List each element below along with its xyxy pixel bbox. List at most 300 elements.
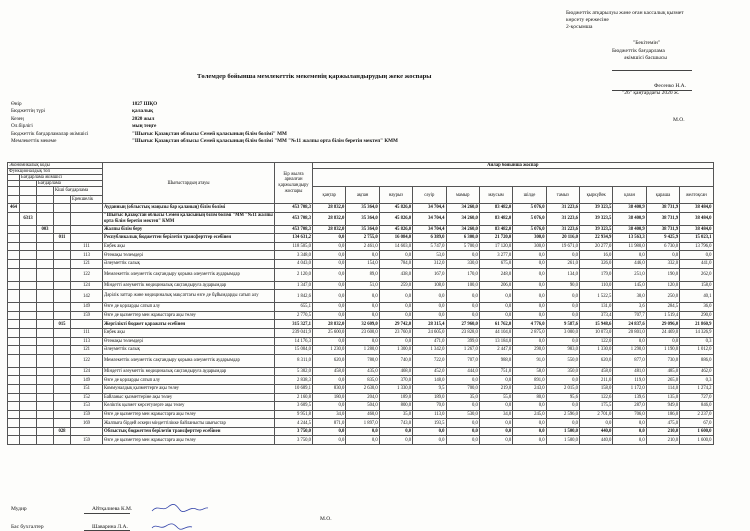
- month-value-cell: 620,0: [580, 354, 613, 367]
- table-row: [8, 225, 747, 234]
- table-row: [8, 303, 747, 312]
- month-value-cell: 620,0: [313, 354, 346, 367]
- header-subprogram: Кіші бағдарлама: [54, 187, 103, 196]
- meta-labels: [11, 101, 88, 145]
- code-cell: [71, 427, 103, 436]
- table-row: [8, 436, 747, 445]
- code-cell: 011: [54, 234, 71, 243]
- annual-total-cell: 239 041,9: [275, 328, 313, 337]
- approver-name: Фесенко Н.А.: [654, 83, 687, 89]
- month-value-cell: 446,0: [613, 259, 646, 268]
- document-title: Төлемдер бойынша мемлекеттік мекеменің қаржыландырудың жеке жоспары: [197, 73, 432, 80]
- month-value-cell: 0,0: [413, 303, 446, 312]
- code-cell: [54, 242, 71, 251]
- header-month-sep: қыркүйек: [580, 187, 613, 204]
- header-month-jan: қаңтар: [313, 187, 346, 204]
- code-cell: [71, 225, 103, 234]
- month-value-cell: 0,0: [513, 281, 546, 290]
- month-value-cell: 444,0: [446, 367, 479, 376]
- month-value-cell: 462,0: [680, 367, 713, 376]
- month-value-cell: 0,3: [680, 376, 713, 385]
- annual-total-cell: 14 176,3: [275, 337, 313, 346]
- month-value-cell: 34 260,0: [446, 204, 479, 213]
- month-value-cell: 1 280,0: [346, 346, 379, 355]
- month-value-cell: 0,3: [680, 337, 713, 346]
- month-value-cell: 14 603,0: [379, 242, 412, 251]
- code-cell: [37, 436, 54, 445]
- expense-name-cell: Жалпы білім беру: [103, 225, 275, 234]
- month-value-cell: 0,0: [546, 311, 579, 320]
- month-value-cell: 30,0: [613, 290, 646, 303]
- month-value-cell: 440,0: [580, 436, 613, 445]
- month-value-cell: 245,0: [513, 410, 546, 419]
- month-value-cell: 0,0: [346, 427, 379, 436]
- code-cell: [20, 225, 37, 234]
- code-cell: [20, 281, 37, 290]
- code-cell: 6313: [20, 212, 37, 225]
- code-cell: 159: [71, 410, 103, 419]
- month-value-cell: 1 190,0: [646, 346, 679, 355]
- month-value-cell: 262,0: [680, 268, 713, 281]
- month-value-cell: 0,0: [479, 376, 512, 385]
- header-month-jul: шілде: [513, 187, 546, 204]
- annual-total-cell: 9 951,8: [275, 410, 313, 419]
- expense-name-cell: Әлеуметтік салық: [103, 259, 275, 268]
- month-value-cell: 707,0: [446, 354, 479, 367]
- month-value-cell: 38 731,9: [646, 212, 679, 225]
- code-cell: 111: [71, 328, 103, 337]
- code-cell: [20, 320, 37, 329]
- month-value-cell: 481,0: [613, 367, 646, 376]
- month-value-cell: 2 701,0: [580, 410, 613, 419]
- month-value-cell: 28 832,0: [313, 204, 346, 213]
- month-value-cell: 0,0: [313, 337, 346, 346]
- code-cell: [54, 290, 71, 303]
- code-cell: 151: [71, 384, 103, 393]
- month-value-cell: 0,0: [379, 303, 412, 312]
- month-value-cell: 784,0: [379, 259, 412, 268]
- code-cell: [8, 242, 20, 251]
- month-value-cell: 95,6: [546, 393, 579, 402]
- month-value-cell: 287,0: [613, 402, 646, 411]
- month-value-cell: 0,0: [313, 290, 346, 303]
- month-value-cell: 0,0: [413, 427, 446, 436]
- table-row: [8, 419, 747, 428]
- month-value-cell: 871,0: [313, 419, 346, 428]
- meta-value-institution: "Шығыс Қазақстан облысы Семей қаласының білім бөлімі "ММ "№11 жалпы орта білім беретін мектеп" КММ: [132, 138, 398, 145]
- month-value-cell: 38 400,9: [613, 204, 646, 213]
- month-value-cell: 2 447,0: [479, 346, 512, 355]
- meta-value-period: 2020 жыл: [132, 115, 155, 122]
- code-cell: [20, 251, 37, 260]
- header-month-mar: наурыз: [379, 187, 412, 204]
- annual-total-cell: 15 004,0: [275, 346, 313, 355]
- month-value-cell: 45 826,0: [379, 204, 412, 213]
- code-cell: [37, 402, 54, 411]
- month-value-cell: 34 260,0: [446, 225, 479, 234]
- meta-value-budget-type: қалалық: [132, 108, 154, 115]
- table-row: [8, 320, 747, 329]
- expense-name-cell: Өзге де қорларды сатып алу: [103, 376, 275, 385]
- month-value-cell: 3 277,0: [479, 251, 512, 260]
- month-value-cell: 300,0: [513, 234, 546, 243]
- month-value-cell: 39 323,5: [580, 225, 613, 234]
- month-value-cell: 0,0: [546, 290, 579, 303]
- header-economic-codes: Экономикалық коды: [8, 163, 103, 169]
- code-cell: [37, 212, 54, 225]
- month-value-cell: 290,0: [680, 311, 713, 320]
- month-value-cell: 312,0: [413, 259, 446, 268]
- code-cell: [54, 367, 71, 376]
- accountant-name: Шаварина Л.А.: [92, 524, 128, 530]
- month-value-cell: 886,0: [680, 354, 713, 367]
- code-cell: [8, 212, 20, 225]
- month-value-cell: 0,0: [479, 419, 512, 428]
- code-cell: [20, 259, 37, 268]
- code-cell: 111: [71, 242, 103, 251]
- month-value-cell: 39 323,5: [580, 204, 613, 213]
- expense-name-cell: Өзге де қорларды сатып алу: [103, 303, 275, 312]
- code-cell: 159: [71, 311, 103, 320]
- code-cell: 028: [54, 427, 71, 436]
- annual-total-cell: 3 750,0: [275, 436, 313, 445]
- code-cell: [8, 393, 20, 402]
- code-cell: [54, 346, 71, 355]
- approval-seal-mark: М.О.: [673, 117, 685, 123]
- month-value-cell: 452,0: [413, 367, 446, 376]
- month-value-cell: 34 704,4: [413, 225, 446, 234]
- month-value-cell: 0,0: [313, 242, 346, 251]
- month-value-cell: 6 300,0: [446, 234, 479, 243]
- month-value-cell: 35,0: [446, 393, 479, 402]
- approver-role-line1: Бюджеттік бағдарлама: [612, 48, 665, 54]
- month-value-cell: 21 860,9: [680, 320, 713, 329]
- month-value-cell: 949,0: [646, 402, 679, 411]
- month-value-cell: 145,0: [613, 281, 646, 290]
- month-value-cell: 0,0: [413, 436, 446, 445]
- month-value-cell: 0,0: [313, 376, 346, 385]
- code-cell: 124: [71, 281, 103, 290]
- code-cell: [37, 367, 54, 376]
- month-value-cell: 0,0: [346, 251, 379, 260]
- month-value-cell: 219,0: [479, 384, 512, 393]
- month-value-cell: 0,0: [346, 436, 379, 445]
- table-row: [8, 393, 747, 402]
- month-value-cell: 3,6: [613, 303, 646, 312]
- month-value-cell: 1 330,0: [580, 346, 613, 355]
- code-cell: [37, 242, 54, 251]
- code-cell: [54, 402, 71, 411]
- month-value-cell: 706,0: [613, 410, 646, 419]
- month-value-cell: 300,0: [513, 242, 546, 251]
- code-cell: [54, 281, 71, 290]
- month-value-cell: 114,0: [646, 384, 679, 393]
- month-value-cell: 204,0: [346, 393, 379, 402]
- approval-rules-line3: 2-қосымша: [566, 24, 593, 30]
- month-value-cell: 83 482,0: [479, 225, 512, 234]
- header-month-nov: қараша: [646, 187, 679, 204]
- code-cell: [54, 204, 71, 213]
- code-cell: 124: [71, 367, 103, 376]
- month-value-cell: 0,0: [613, 436, 646, 445]
- header-month-may: мамыр: [446, 187, 479, 204]
- code-cell: [54, 303, 71, 312]
- month-value-cell: 0,0: [546, 337, 579, 346]
- header-functional-group: Функционалдық топ: [8, 169, 103, 175]
- month-value-cell: 891,0: [513, 376, 546, 385]
- month-value-cell: 1 230,0: [313, 346, 346, 355]
- month-value-cell: 210,0: [646, 436, 679, 445]
- month-value-cell: 6 389,0: [413, 234, 446, 243]
- month-value-cell: 1 300,0: [379, 346, 412, 355]
- code-cell: [54, 436, 71, 445]
- code-cell: [37, 328, 54, 337]
- meta-label-institution: Мемлекеттік мекеме: [11, 138, 57, 145]
- month-value-cell: 2 015,0: [546, 384, 579, 393]
- month-value-cell: 1 897,0: [346, 419, 379, 428]
- expense-name-cell: Дәрілік заттар және медициналық мақсаттағы өзге де бұйымдарды сатып алу: [103, 290, 275, 303]
- month-value-cell: 122,0: [580, 337, 613, 346]
- month-value-cell: 2 755,0: [346, 234, 379, 243]
- table-row: [8, 251, 747, 260]
- month-value-cell: 0,0: [346, 311, 379, 320]
- code-cell: [20, 402, 37, 411]
- month-value-cell: 158,0: [680, 281, 713, 290]
- month-value-cell: 250,0: [646, 290, 679, 303]
- code-cell: [71, 234, 103, 243]
- month-value-cell: 211,0: [580, 376, 613, 385]
- month-value-cell: 1 172,0: [613, 384, 646, 393]
- month-value-cell: 19 671,0: [546, 242, 579, 251]
- month-value-cell: 0,0: [413, 290, 446, 303]
- month-value-cell: 530,0: [446, 410, 479, 419]
- table-row: [8, 311, 747, 320]
- code-cell: [20, 376, 37, 385]
- month-value-cell: 0,0: [446, 303, 479, 312]
- month-value-cell: 0,0: [513, 427, 546, 436]
- month-value-cell: 265,0: [646, 376, 679, 385]
- code-cell: 464: [8, 204, 20, 213]
- month-value-cell: 0,0: [546, 376, 579, 385]
- code-cell: [8, 328, 20, 337]
- month-value-cell: 458,0: [580, 367, 613, 376]
- code-cell: [37, 303, 54, 312]
- code-cell: [37, 384, 54, 393]
- month-value-cell: 17 120,0: [479, 242, 512, 251]
- month-value-cell: 722,0: [413, 354, 446, 367]
- code-cell: [37, 259, 54, 268]
- code-cell: 152: [71, 393, 103, 402]
- code-cell: [20, 328, 37, 337]
- table-row: [8, 242, 747, 251]
- code-cell: [37, 251, 54, 260]
- month-value-cell: 1 290,0: [613, 346, 646, 355]
- month-value-cell: 13 184,0: [479, 337, 512, 346]
- month-value-cell: 5 700,0: [446, 242, 479, 251]
- month-value-cell: 179,0: [580, 268, 613, 281]
- footer-seal-mark: М.О.: [320, 516, 332, 522]
- month-value-cell: 28 832,0: [313, 225, 346, 234]
- code-cell: [20, 384, 37, 393]
- month-value-cell: 0,0: [613, 251, 646, 260]
- approver-role-line2: әкімшісі басшысы: [624, 55, 667, 61]
- meta-label-administrator: Бюджеттік бағдарламалар әкімшісі: [11, 130, 89, 137]
- code-cell: [54, 225, 71, 234]
- month-value-cell: 28 832,0: [313, 212, 346, 225]
- month-value-cell: 0,0: [379, 436, 412, 445]
- annual-total-cell: 2 770,5: [275, 311, 313, 320]
- month-value-cell: 210,0: [646, 427, 679, 436]
- month-value-cell: 31 223,6: [546, 212, 579, 225]
- month-value-cell: 15 948,6: [580, 320, 613, 329]
- month-value-cell: 877,0: [613, 354, 646, 367]
- code-cell: [37, 410, 54, 419]
- month-value-cell: 14 326,9: [680, 328, 713, 337]
- code-cell: [20, 242, 37, 251]
- expense-name-cell: Еңбек ақы: [103, 242, 275, 251]
- month-value-cell: 15 023,1: [680, 234, 713, 243]
- header-monthly-plan: Айлар бойынша жоспар: [313, 163, 714, 169]
- annual-total-cell: 2 160,8: [275, 393, 313, 402]
- month-value-cell: 0,0: [446, 311, 479, 320]
- expense-name-cell: Жергілікті бюджет қаражаты есебінен: [103, 320, 275, 329]
- month-value-cell: 751,0: [479, 367, 512, 376]
- month-value-cell: 110,0: [580, 281, 613, 290]
- month-value-cell: 100,0: [446, 281, 479, 290]
- month-value-cell: 28 832,0: [313, 320, 346, 329]
- month-value-cell: 780,0: [346, 354, 379, 367]
- month-value-cell: 1 519,4: [646, 311, 679, 320]
- code-cell: [37, 268, 54, 281]
- month-value-cell: 189,0: [379, 393, 412, 402]
- month-value-cell: 1 342,0: [413, 346, 446, 355]
- approval-rules-line1: Бюджеттік атқарылуы және оған кассалық қызмет: [566, 10, 684, 16]
- month-value-cell: 113,0: [413, 410, 446, 419]
- month-value-cell: 190,0: [646, 268, 679, 281]
- month-value-cell: 20 277,0: [580, 242, 613, 251]
- month-value-cell: 0,0: [479, 311, 512, 320]
- month-value-cell: 31 223,6: [546, 225, 579, 234]
- code-cell: 003: [37, 225, 54, 234]
- code-cell: [8, 234, 20, 243]
- month-value-cell: 2 461,0: [346, 242, 379, 251]
- month-value-cell: 16 084,0: [379, 234, 412, 243]
- month-value-cell: 0,0: [446, 419, 479, 428]
- header-month-jun: маусым: [479, 187, 512, 204]
- month-value-cell: 131,0: [580, 303, 613, 312]
- code-cell: [54, 410, 71, 419]
- code-cell: [8, 281, 20, 290]
- table-row: [8, 367, 747, 376]
- code-cell: [20, 337, 37, 346]
- expense-name-cell: Коммуналдық қызметтерге ақы төлеу: [103, 384, 275, 393]
- annual-total-cell: 453 708,3: [275, 204, 313, 213]
- financing-plan-table: [7, 162, 747, 445]
- code-cell: 122: [71, 268, 103, 281]
- month-value-cell: 34,0: [479, 410, 512, 419]
- month-value-cell: 119,0: [613, 376, 646, 385]
- month-value-cell: 0,0: [479, 436, 512, 445]
- month-value-cell: 0,0: [513, 419, 546, 428]
- month-value-cell: 13 796,0: [680, 242, 713, 251]
- month-value-cell: 675,0: [479, 259, 512, 268]
- month-value-cell: 28 315,4: [413, 320, 446, 329]
- code-cell: [8, 251, 20, 260]
- code-cell: [37, 393, 54, 402]
- month-value-cell: 170,0: [446, 268, 479, 281]
- month-value-cell: 0,0: [479, 427, 512, 436]
- code-cell: [54, 384, 71, 393]
- month-value-cell: 32 609,0: [346, 320, 379, 329]
- month-value-cell: 34 260,0: [446, 212, 479, 225]
- month-value-cell: 485,0: [646, 367, 679, 376]
- month-value-cell: 58,0: [513, 367, 546, 376]
- month-value-cell: 90,0: [546, 281, 579, 290]
- table-row: [8, 410, 747, 419]
- month-value-cell: 5 076,0: [513, 225, 546, 234]
- annual-total-cell: 453 708,3: [275, 212, 313, 225]
- month-value-cell: 5 747,0: [413, 242, 446, 251]
- table-row: [8, 384, 747, 393]
- month-value-cell: 35 364,0: [346, 204, 379, 213]
- month-value-cell: 0,0: [513, 402, 546, 411]
- code-cell: 121: [71, 346, 103, 355]
- accountant-label: Бас бухгалтер: [11, 524, 44, 530]
- header-month-oct: қазан: [613, 187, 646, 204]
- accountant-handwritten-signature: [150, 521, 210, 531]
- header-month-aug: тамыз: [546, 187, 579, 204]
- annual-total-cell: 134 631,2: [275, 234, 313, 243]
- month-value-cell: 31 223,6: [546, 204, 579, 213]
- month-value-cell: 0,0: [446, 376, 479, 385]
- expense-name-cell: Өтемақы төлемдері: [103, 251, 275, 260]
- month-value-cell: 55,0: [479, 393, 512, 402]
- expense-name-cell: Міндетті әлеуметтік медициналық сақтандыруға аударымдар: [103, 367, 275, 376]
- annual-total-cell: 4 043,0: [275, 259, 313, 268]
- month-value-cell: 24 469,0: [646, 328, 679, 337]
- month-value-cell: 9 587,6: [546, 320, 579, 329]
- meta-label-period: Кезең: [11, 115, 24, 122]
- code-cell: [8, 376, 20, 385]
- expense-name-cell: Әлеуметтік салық: [103, 346, 275, 355]
- code-cell: [37, 290, 54, 303]
- code-cell: 113: [71, 337, 103, 346]
- code-cell: [37, 234, 54, 243]
- code-cell: 153: [71, 402, 103, 411]
- month-value-cell: 9,5: [413, 384, 446, 393]
- month-value-cell: 438,0: [379, 268, 412, 281]
- annual-total-cell: 1 347,0: [275, 281, 313, 290]
- month-value-cell: 91,0: [513, 354, 546, 367]
- month-value-cell: 0,0: [313, 427, 346, 436]
- approval-date: "26" қаңтардағы 2020 ж.: [622, 90, 680, 96]
- month-value-cell: 20 801,0: [613, 328, 646, 337]
- code-cell: [8, 337, 20, 346]
- header-expense-name: Шығыстардың атауы: [103, 163, 275, 204]
- code-cell: [20, 354, 37, 367]
- month-value-cell: 0,0: [313, 259, 346, 268]
- code-cell: [20, 346, 37, 355]
- month-value-cell: 24 837,6: [613, 320, 646, 329]
- month-value-cell: 248,0: [479, 268, 512, 281]
- month-value-cell: 0,0: [479, 303, 512, 312]
- month-value-cell: 83 482,0: [479, 212, 512, 225]
- code-cell: [20, 367, 37, 376]
- code-cell: [37, 427, 54, 436]
- code-cell: 113: [71, 251, 103, 260]
- month-value-cell: 326,0: [580, 259, 613, 268]
- month-value-cell: 38 484,0: [680, 212, 713, 225]
